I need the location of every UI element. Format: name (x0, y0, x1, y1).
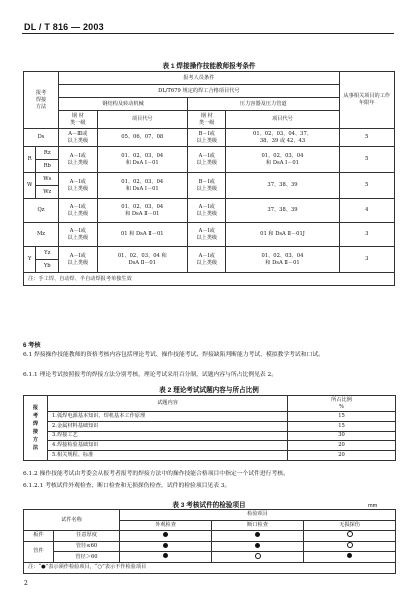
table-cell: 05、06、07、08 (97, 129, 187, 147)
hollow-circle-icon (347, 531, 353, 537)
section6-title: 6 考核 (23, 342, 41, 349)
table3-caption: 表 3 考核试件的检验项目 (172, 502, 246, 509)
table-cell: 5.相关规程、标准 (48, 451, 288, 461)
table2-caption: 表 2 理论考试试题内容与所占比例 (159, 387, 259, 394)
paragraph-6-1: 6.1 焊接操作技能教师的资格考核内容包括理论考试、操作技能考试、焊接缺陷判断能力考试、模拟教学考试和口试。 (23, 352, 324, 358)
t2-header-content: 试题内容 (48, 396, 288, 412)
t1-header-item-code2: 项目代号 (226, 111, 339, 129)
filled-circle-icon (347, 553, 352, 558)
table-cell: B－Ⅰ或 以上类级 (187, 173, 225, 199)
table-cell: 5 (339, 147, 394, 173)
table-cell: 01、02、03、04 和 DsA Ⅱ－01 (97, 199, 187, 223)
table-cell: 01、02、03、04 和 DsA Ⅱ－01 (226, 247, 339, 273)
t1-method-yz: Yz (36, 247, 59, 260)
table-cell: 15 (288, 412, 396, 422)
t1-header-method: 报考 焊接 方法 (24, 72, 59, 129)
t1-method-ws: Ws (36, 173, 59, 186)
mark-cell (212, 541, 304, 552)
table-cell: 01、02、03、04 和 DsA Ⅰ－01 (226, 147, 339, 173)
table-cell: 5 (339, 173, 394, 199)
mark-cell (304, 541, 396, 552)
t1-group-r: R (24, 147, 36, 173)
filled-circle-icon (255, 532, 260, 537)
t3-name-any-thickness: 任意厚度 (54, 531, 120, 542)
mark-cell (304, 552, 396, 563)
table-cell: A－Ⅰ或 以上类级 (187, 199, 225, 223)
table3-unit: mm (368, 503, 378, 509)
paragraph-6-1-1: 6.1.1 理论考试按照报考的焊接方法分别考核，理论考试采用百分制，试题内容与所占比例见表 2。 (23, 372, 277, 378)
table-cell: 01、02、03、04、37、 38、39 或 42、43 (226, 129, 339, 147)
table-cell: 37、38、39 (226, 173, 339, 199)
table-cell: 01、02、03、04 和 DsA Ⅱ－01 (97, 247, 187, 273)
t1-header-steel-cat: 钢 材 类一级 (59, 111, 97, 129)
document-code: DL / T 816 — 2003 (24, 22, 104, 32)
mark-cell (120, 541, 212, 552)
table-cell: A－Ⅰ或 以上类级 (59, 147, 97, 173)
t3-name-pipe-small: 管径≤60 (54, 541, 120, 552)
filled-circle-icon (163, 532, 168, 537)
t3-header-name: 试件名称 (24, 510, 120, 531)
header-rule (22, 33, 394, 34)
mark-cell (212, 531, 304, 542)
table-cell: 01 和 DsA Ⅱ－01J (226, 223, 339, 247)
table-cell: 30 (288, 431, 396, 441)
table-cell: 5 (339, 129, 394, 147)
table-cell: 4 (339, 199, 394, 223)
filled-circle-icon (255, 543, 260, 548)
table-cell: 3.焊接工艺 (48, 431, 288, 441)
t1-method-yb: Yb (36, 260, 59, 273)
table-cell: A－Ⅰ或 以上类级 (59, 199, 97, 223)
table3-note: 注：“●”表示须作检验项目，“○”表示不作检验项目 (24, 562, 396, 573)
table-cell: A－Ⅰ或 以上类级 (187, 223, 225, 247)
t1-header-pressure: 压力容器及压力管道 (187, 98, 339, 111)
t2-left-label: 报 考 焊 接 方 法 (24, 396, 48, 461)
table-cell: 3 (339, 247, 394, 273)
table-cell: 20 (288, 451, 396, 461)
table1 (23, 71, 395, 286)
t1-method-rz: Rz (36, 147, 59, 160)
t3-header-items: 检验项目 (120, 510, 396, 521)
table-cell: 37、38、39 (226, 199, 339, 223)
t1-method-qz: Qz (24, 199, 59, 223)
table2 (23, 395, 396, 461)
t1-header-steel: 钢结构及转动机械 (59, 98, 188, 111)
t3-header-fracture: 断口检查 (212, 520, 304, 531)
table-cell: 4.焊接检验基础知识 (48, 441, 288, 451)
mark-cell (212, 552, 304, 563)
table-cell: B－Ⅰ或 以上类级 (187, 129, 225, 147)
filled-circle-icon (163, 553, 168, 558)
t1-header-dlt: DL/T679 规定的焊工合格项目代号 (59, 85, 339, 98)
page-number: 2 (24, 580, 28, 587)
table-cell: 20 (288, 441, 396, 451)
table-cell: 1.弧焊电源基本知识、焊机基本工作原理 (48, 412, 288, 422)
paragraph-6-1-2: 6.1.2 操作技能考试由考委会从报考者报考的焊接方法中的操作技能合格项目中指定一个试件进行考核。 (23, 471, 289, 477)
t1-group-y: Y (24, 247, 36, 273)
table-cell: A－Ⅰ或 以上类级 (187, 147, 225, 173)
t1-method-ds: Ds (24, 129, 59, 147)
t3-cat-pipe: 管件 (24, 541, 54, 562)
table-cell: 3 (339, 223, 394, 247)
mark-cell (120, 531, 212, 542)
mark-cell (120, 552, 212, 563)
table-cell: 01、02、03、04 和 DsA Ⅰ－01 (97, 147, 187, 173)
hollow-circle-icon (255, 553, 261, 559)
t1-header-steel-cat2: 钢 材 类一级 (187, 111, 225, 129)
table1-note: 注：手工焊、自动焊、半自动焊报考单独生效 (24, 273, 395, 286)
filled-circle-icon (163, 543, 168, 548)
t3-cat-plate: 板件 (24, 531, 54, 542)
table-cell: 2.金属材料基础知识 (48, 421, 288, 431)
table-cell: 15 (288, 421, 396, 431)
table-cell: A－Ⅰ或 以上类级 (59, 223, 97, 247)
table1-caption: 表 1 焊接操作技能教师报考条件 (162, 63, 256, 70)
t1-header-applicant: 报考人员条件 (59, 72, 339, 85)
table-cell: A－Ⅰ或 以上类级 (59, 247, 97, 273)
t3-header-ndt: 无损探伤 (304, 520, 396, 531)
table3 (23, 509, 396, 574)
t1-header-item-code: 项目代号 (97, 111, 187, 129)
table-cell: A－Ⅰ或 以上类级 (187, 247, 225, 273)
t1-group-w: W (24, 173, 36, 199)
t1-header-years: 从事相关项目的工作年限年 (339, 72, 394, 129)
t1-method-rb: Rb (36, 160, 59, 173)
table-cell: A－Ⅰ或 以上类级 (59, 173, 97, 199)
t2-header-ratio: 所占比例 % (288, 396, 396, 412)
table-cell: A－Ⅲ或 以上类级 (59, 129, 97, 147)
t3-name-pipe-large: 管径＞60 (54, 552, 120, 563)
mark-cell (304, 531, 396, 542)
hollow-circle-icon (347, 542, 353, 548)
table-cell: 01、02、03、04 和 DsA Ⅰ－01 (97, 173, 187, 199)
t1-method-wz: Wz (36, 186, 59, 199)
t3-header-visual: 外观检查 (120, 520, 212, 531)
table-cell: 01 和 DsA Ⅱ－01 (97, 223, 187, 247)
paragraph-6-1-2-1: 6.1.2.1 考核试件外观检查、断口检查和无损探伤检查，试件的检验项目见表 3。 (23, 483, 231, 489)
t1-method-mz: Mz (24, 223, 59, 247)
